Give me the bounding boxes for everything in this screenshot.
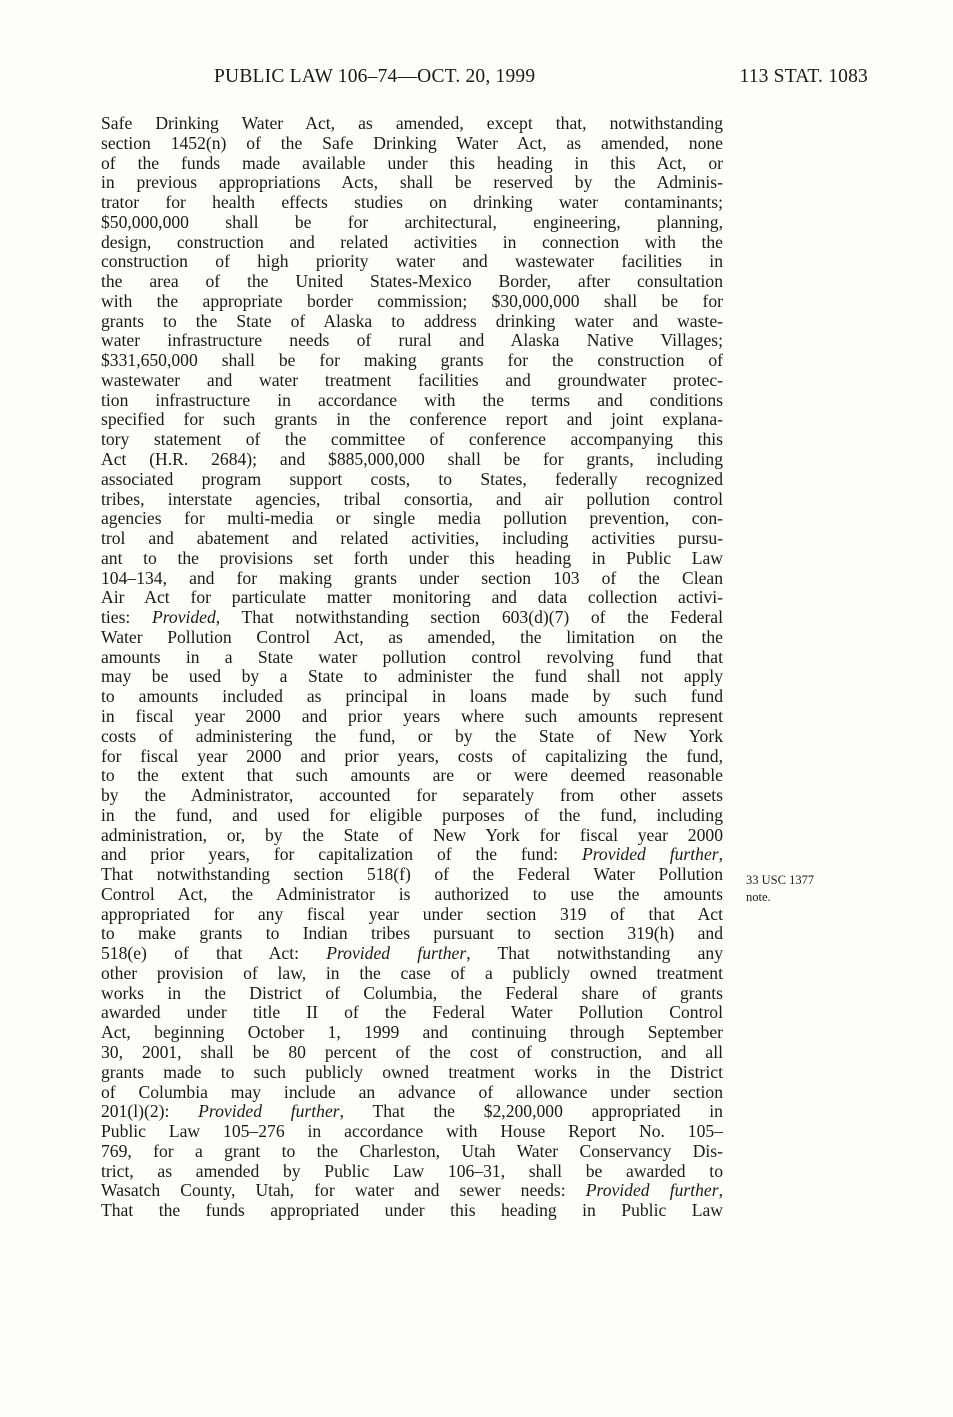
body-line: 518(e) of that Act: Provided further, That notwithstanding any: [101, 944, 723, 964]
body-line: trator for health effects studies on drinking water contaminants;: [101, 193, 723, 213]
body-line: costs of administering the fund, or by the State of New York: [101, 726, 723, 746]
body-line: in previous appropriations Acts, shall be reserved by the Adminis-: [101, 173, 723, 193]
body-line: $331,650,000 shall be for making grants for the construction of: [101, 351, 723, 371]
body-line: agencies for multi-media or single media pollution prevention, con-: [101, 509, 723, 529]
body-line: awarded under title II of the Federal Water Pollution Control: [101, 1003, 723, 1023]
body-line: construction of high priority water and wastewater facilities in: [101, 252, 723, 272]
body-line: specified for such grants in the conference report and joint explana-: [101, 410, 723, 430]
body-line: works in the District of Columbia, the Federal share of grants: [101, 983, 723, 1003]
body-line: trict, as amended by Public Law 106–31, shall be awarded to: [101, 1161, 723, 1181]
body-line: tribes, interstate agencies, tribal consortia, and air pollution control: [101, 489, 723, 509]
body-line: section 1452(n) of the Safe Drinking Water Act, as amended, none: [101, 133, 723, 153]
body-line: tion infrastructure in accordance with the terms and conditions: [101, 390, 723, 410]
body-line: of Columbia may include an advance of allowance under section: [101, 1082, 723, 1102]
body-line: 104–134, and for making grants under section 103 of the Clean: [101, 568, 723, 588]
body-line: of the funds made available under this heading in this Act, or: [101, 153, 723, 173]
body-line: by the Administrator, accounted for separately from other assets: [101, 786, 723, 806]
body-line: amounts in a State water pollution control revolving fund that: [101, 647, 723, 667]
body-line: 201(l)(2): Provided further, That the $2,200,000 appropriated in: [101, 1102, 723, 1122]
body-line: wastewater and water treatment facilities and groundwater protec-: [101, 370, 723, 390]
body-line: appropriated for any fiscal year under section 319 of that Act: [101, 904, 723, 924]
body-line: Control Act, the Administrator is authorized to use the amounts: [101, 884, 723, 904]
body-line: may be used by a State to administer the fund shall not apply: [101, 667, 723, 687]
body-line: water infrastructure needs of rural and Alaska Native Villages;: [101, 331, 723, 351]
body-line: $50,000,000 shall be for architectural, engineering, planning,: [101, 212, 723, 232]
page-header: [214, 66, 868, 92]
body-line: ties: Provided, That notwithstanding section 603(d)(7) of the Federal: [101, 608, 723, 628]
body-line: in fiscal year 2000 and prior years where such amounts represent: [101, 706, 723, 726]
body-line: That notwithstanding section 518(f) of the Federal Water Pollution: [101, 865, 723, 885]
body-line: grants made to such publicly owned treatment works in the District: [101, 1062, 723, 1082]
running-head-title: PUBLIC LAW 106–74—OCT. 20, 1999: [214, 66, 536, 87]
body-line: with the appropriate border commission; $30,000,000 shall be for: [101, 291, 723, 311]
body-line: Safe Drinking Water Act, as amended, except that, notwithstanding: [101, 114, 723, 133]
body-line: to the extent that such amounts are or were deemed reasonable: [101, 766, 723, 786]
body-line: administration, or, by the State of New York for fiscal year 2000: [101, 825, 723, 845]
body-line: Air Act for particulate matter monitoring and data collection activi-: [101, 588, 723, 608]
body-line: tory statement of the committee of conference accompanying this: [101, 430, 723, 450]
margin-note-label: note.: [746, 890, 771, 904]
body-line: grants to the State of Alaska to address drinking water and waste-: [101, 311, 723, 331]
body-line: Wasatch County, Utah, for water and sewer needs: Provided further,: [101, 1181, 723, 1201]
body-line: the area of the United States-Mexico Border, after consultation: [101, 272, 723, 292]
body-line: That the funds appropriated under this heading in Public Law: [101, 1201, 723, 1221]
body-line: to make grants to Indian tribes pursuant to section 319(h) and: [101, 924, 723, 944]
body-text: [101, 114, 723, 1221]
body-line: to amounts included as principal in loans made by such fund: [101, 687, 723, 707]
body-line: 769, for a grant to the Charleston, Utah Water Conservancy Dis-: [101, 1141, 723, 1161]
margin-note-citation: 33 USC 1377: [746, 873, 815, 887]
body-line: trol and abatement and related activities, including activities pursu-: [101, 529, 723, 549]
running-head-page-ref: 113 STAT. 1083: [739, 66, 868, 87]
margin-note: [746, 872, 856, 906]
body-line: for fiscal year 2000 and prior years, costs of capitalizing the fund,: [101, 746, 723, 766]
body-line: Public Law 105–276 in accordance with House Report No. 105–: [101, 1122, 723, 1142]
body-line: ant to the provisions set forth under this heading in Public Law: [101, 548, 723, 568]
body-line: Act (H.R. 2684); and $885,000,000 shall be for grants, including: [101, 450, 723, 470]
body-line: design, construction and related activities in connection with the: [101, 232, 723, 252]
body-line: 30, 2001, shall be 80 percent of the cost of construction, and all: [101, 1042, 723, 1062]
body-line: Water Pollution Control Act, as amended, the limitation on the: [101, 627, 723, 647]
body-line: associated program support costs, to States, federally recognized: [101, 469, 723, 489]
body-line: other provision of law, in the case of a publicly owned treatment: [101, 963, 723, 983]
body-line: Act, beginning October 1, 1999 and continuing through September: [101, 1023, 723, 1043]
body-line: and prior years, for capitalization of the fund: Provided further,: [101, 845, 723, 865]
body-line: in the fund, and used for eligible purposes of the fund, including: [101, 805, 723, 825]
